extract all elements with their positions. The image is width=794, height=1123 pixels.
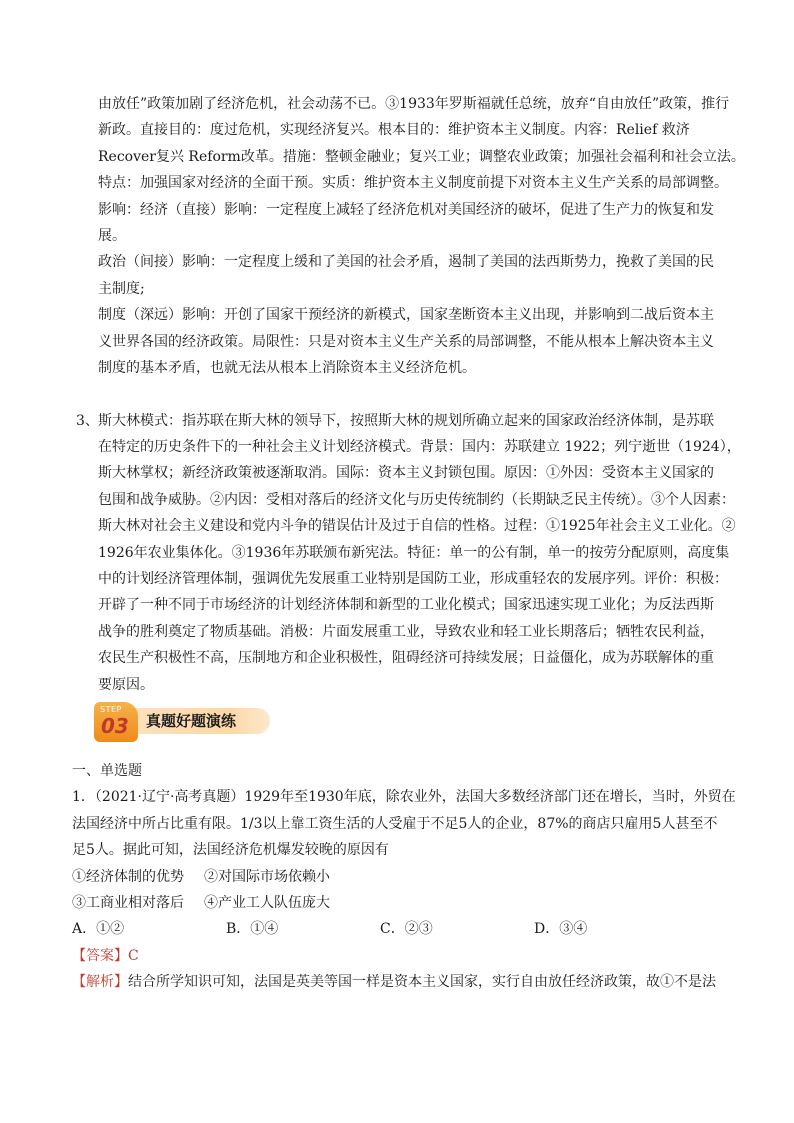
statement-item: ④产业工人队伍庞大 [204,894,330,911]
section-heading: 一、单选题 [72,763,142,779]
text-line: 义世界各国的经济政策。局限性：只是对资本主义生产关系的局部调整，不能从根本上解决资本主义 [98,333,714,350]
choice-c[interactable]: C．②③ [380,921,433,938]
answer-value: C [128,947,139,964]
statement-row [72,890,732,916]
statement-item: ①经济体制的优势 [72,868,184,885]
answer-tag: 【答案】 [72,947,128,964]
text-line: 农民生产积极性不高，压制地方和企业积极性，阻碍经济可持续发展；日益僵化，成为苏联解体的重 [98,650,714,667]
question-stem-line: 足5人。据此可知，法国经济危机爆发较晚的原因有 [72,842,389,859]
text-line: 中的计划经济管理体制，强调优先发展重工业特别是国防工业，形成重轻农的发展序列。评价：积极： [98,571,728,588]
text-line: 主制度; [98,280,145,297]
statement-row [72,864,732,890]
statement-item: ③工商业相对落后 [72,894,184,911]
text-line: 斯大林掌权；新经济政策被逐渐取消。国际：资本主义封锁包围。原因：①外因：受资本主义国家的 [98,465,714,482]
text-line: Recover复兴 Reform改革。措施：整顿金融业；复兴工业；调整农业政策；加强社会福利和社会立法。 [98,148,745,165]
text-line: 开辟了一种不同于市场经济的计划经济体制和新型的工业化模式；国家迅速实现工业化；为反法西斯 [98,597,714,614]
text-line: 斯大林对社会主义建设和党内斗争的错误估计及过于自信的性格。过程：①1925年社会主义工业化。② [98,518,736,535]
text-line: 包围和战争威胁。②内因：受相对落后的经济文化与历史传统制约（长期缺乏民主传统）。③个人因素： [98,491,735,508]
step-title: 真题好题演练 [146,712,237,730]
text-line: 制度的基本矛盾，也就无法从根本上消除资本主义经济危机。 [98,359,476,376]
step-number: 03 [101,714,129,738]
text-line: 由放任”政策加剧了经济危机，社会动荡不已。③1933年罗斯福就任总统，放弃“自由放任”政策，推行 [98,96,730,112]
analysis-tag: 【解析】 [72,974,128,991]
step-label: STEP [100,705,122,714]
text-line: 在特定的历史条件下的一种社会主义计划经济模式。背景：国内：苏联建立 1922；列宁逝世（1924）， [98,439,741,456]
text-line: 展。 [98,227,126,244]
knowledge-section [76,91,745,698]
question-section [72,758,736,996]
text-line: 1926年农业集体化。③1936年苏联颁布新宪法。特征：单一的公有制，单一的按劳分配原则，高度集 [98,544,730,561]
step-header [94,702,274,742]
analysis-text: 结合所学知识可知，法国是英美等国一样是资本主义国家，实行自由放任经济政策，故①不是法 [128,974,716,991]
choice-d[interactable]: D．③④ [534,921,588,938]
text-line: 3、 斯大林模式：指苏联在斯大林的领导下，按照斯大林的规划所确立起来的国家政治经济体制，是苏联 [98,408,730,434]
question-stem-line: 法国经济中所占比重有限。1/3以上靠工资生活的人受雇于不足5人的企业，87%的商店只雇用5人甚至不 [72,815,718,832]
text-line: 影响：经济（直接）影响：一定程度上减轻了经济危机对美国经济的破坏，促进了生产力的恢复和发 [98,201,714,218]
analysis-line [72,969,732,995]
choice-a[interactable]: A．①② [72,921,125,938]
text-line: 政治（间接）影响：一定程度上缓和了美国的社会矛盾，遏制了美国的法西斯势力，挽救了美国的民 [98,254,714,271]
text-line: 战争的胜利奠定了物质基础。消极：片面发展重工业，导致农业和轻工业长期落后；牺牲农民利益， [98,623,714,640]
choice-b[interactable]: B．①④ [226,921,279,938]
text-line [98,381,730,407]
text-line: 制度（深远）影响：开创了国家干预经济的新模式，国家垄断资本主义出现，并影响到二战后资本主 [98,307,714,324]
question-stem-line: 1．（2021·辽宁·高考真题）1929年至1930年底，除农业外，法国大多数经济部门还在增长，当时，外贸在 [72,789,736,806]
answer-line [72,943,732,969]
text-line: 特点：加强国家对经济的全面干预。实质：维护资本主义制度前提下对资本主义生产关系的局部调整。 [98,175,728,192]
item-number: 3、 [76,412,99,429]
choice-row [72,916,732,942]
text-line: 要原因。 [98,676,154,693]
statement-item: ②对国际市场依赖小 [204,868,330,885]
text-line: 新政。直接目的：度过危机，实现经济复兴。根本目的：维护资本主义制度。内容：Relief 救济 [98,122,690,139]
